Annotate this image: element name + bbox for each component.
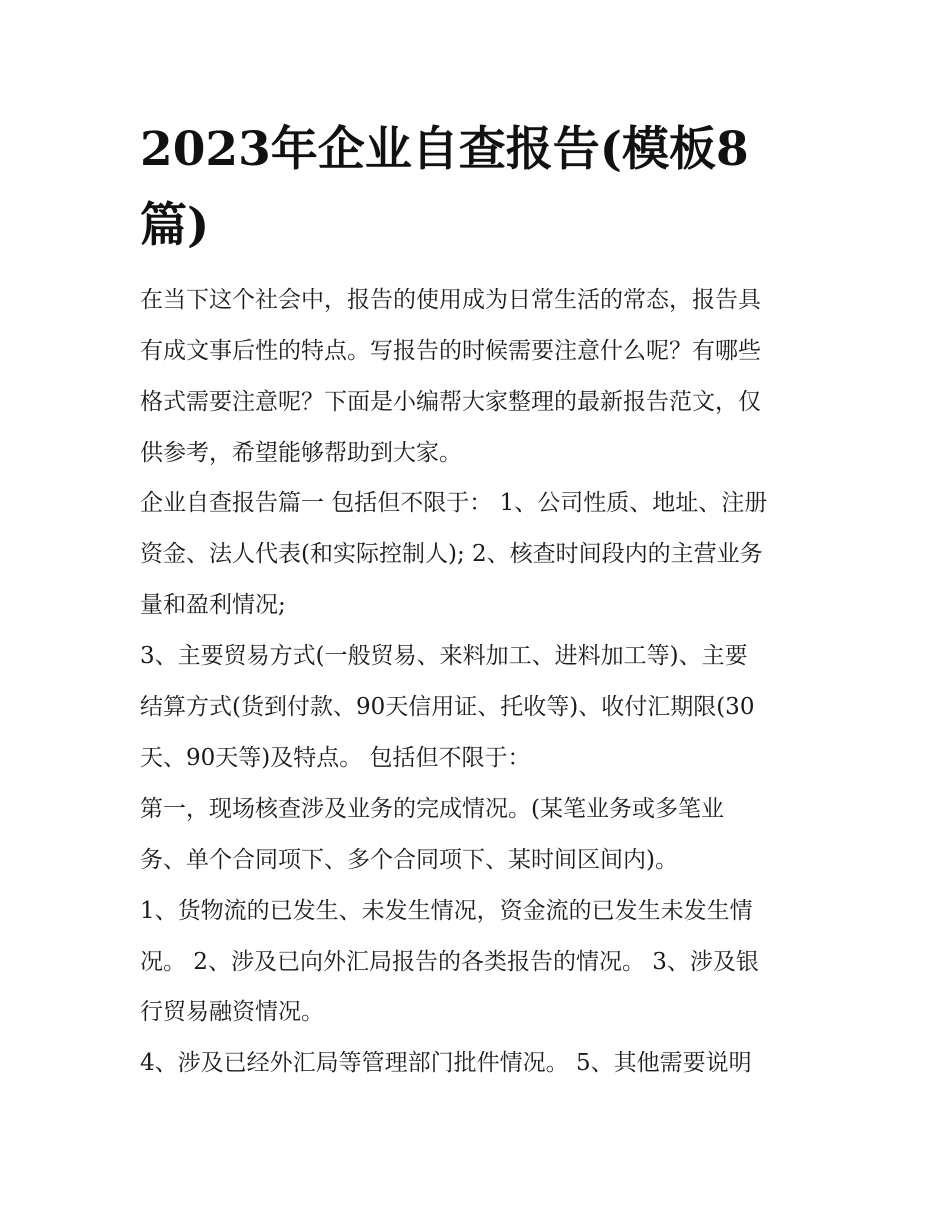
body-line-14: 况。 2、涉及已向外汇局报告的各类报告的情况。 3、涉及银	[140, 949, 759, 975]
body-line-5: 企业自查报告篇一 包括但不限于： 1、公司性质、地址、注册	[140, 490, 768, 516]
body-line-8: 3、主要贸易方式(一般贸易、来料加工、进料加工等)、主要	[140, 643, 748, 669]
body-line-9: 结算方式(货到付款、90天信用证、托收等)、收付汇期限(30	[140, 694, 755, 720]
title-line-1: 2023年企业自查报告(模板8	[140, 122, 749, 177]
body-line-15: 行贸易融资情况。	[140, 999, 324, 1025]
body-line-11: 第一，现场核查涉及业务的完成情况。(某笔业务或多笔业	[140, 796, 724, 822]
body-line-4: 供参考，希望能够帮助到大家。	[140, 440, 462, 466]
document-title	[140, 112, 830, 264]
body-line-2: 有成文事后性的特点。写报告的时候需要注意什么呢？有哪些	[140, 338, 761, 364]
body-line-6: 资金、法人代表(和实际控制人); 2、核查时间段内的主营业务	[140, 541, 763, 567]
body-line-1: 在当下这个社会中，报告的使用成为日常生活的常态，报告具	[140, 287, 761, 313]
body-line-12: 务、单个合同项下、多个合同项下、某时间区间内)。	[140, 847, 678, 873]
body-line-7: 量和盈利情况;	[140, 592, 286, 618]
body-line-3: 格式需要注意呢？下面是小编帮大家整理的最新报告范文，仅	[140, 389, 761, 415]
body-line-13: 1、货物流的已发生、未发生情况，资金流的已发生未发生情	[140, 898, 753, 924]
body-line-16: 4、涉及已经外汇局等管理部门批件情况。 5、其他需要说明	[140, 1050, 752, 1076]
title-line-2: 篇)	[140, 198, 210, 253]
body-line-10: 天、90天等)及特点。 包括但不限于：	[140, 745, 531, 771]
